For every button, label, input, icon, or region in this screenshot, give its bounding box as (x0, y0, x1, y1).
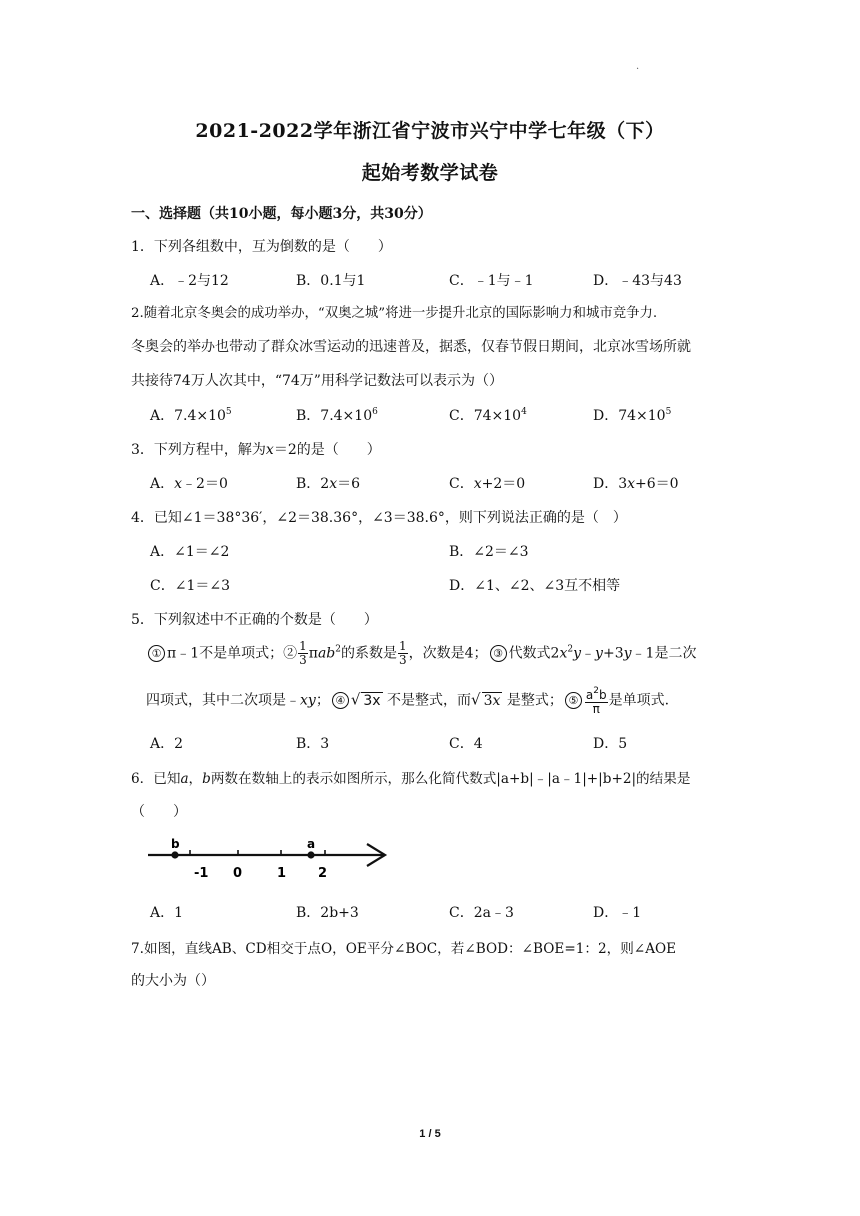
q2-option-c: C．$74\times 10^4$ (449, 407, 527, 424)
q2-option-a: A．$7.4\times 10^5$ (150, 407, 232, 424)
question-5-line1: ① π﹣1不是单项式；② $\frac{1}{3}$ πab$^2$的系数是 $\frac{1}{3}$ ，次数是4； ③ 代数式$2x^2y﹣y+3y﹣1$是二次 (146, 640, 696, 667)
question-6-paren: （ ） (131, 804, 187, 820)
q6-option-b: B．2b+3 (296, 905, 359, 921)
q2-option-d: D．$74\times 10^5$ (593, 407, 672, 424)
q1-option-a: A．﹣2与12 (150, 273, 229, 289)
label-a: a (307, 837, 316, 851)
tick-label--1: -1 (194, 866, 209, 881)
question-5-line2: 四项式，其中二次项是﹣xy； ④ √ 3x 不是整式，而√ 3x 是整式； ⑤ $\frac{a^2b}{\pi}$ 是单项式. (146, 686, 670, 716)
q6-option-d: D．﹣1 (593, 905, 642, 921)
q6-option-a: A．1 (150, 905, 184, 921)
q1-option-d: D．﹣43与43 (593, 273, 682, 289)
q5-option-a: A．2 (150, 736, 184, 752)
question-2-line3: 共接待74万人次其中，“74万”用科学记数法可以表示为（） (131, 373, 503, 389)
point-b (171, 851, 178, 858)
fraction-one-third: $\frac{1}{3}$ (299, 639, 307, 667)
section-heading: 一、选择题（共10小题，每小题3分，共30分） (131, 206, 432, 222)
q3-option-d: D．3x+6＝0 (593, 476, 679, 492)
q6-option-c: C．2a﹣3 (449, 905, 514, 921)
fraction-one-third-2: $\frac{1}{3}$ (399, 639, 407, 667)
q3-option-c: C．x+2＝0 (449, 476, 526, 492)
q4-option-d: D．∠1、∠2、∠3互不相等 (449, 578, 621, 594)
q1-option-c: C．﹣1与﹣1 (449, 273, 534, 289)
page-title: 2021-2022学年浙江省宁波市兴宁中学七年级（下） (195, 120, 665, 142)
question-6-stem: 6．已知a，b两数在数轴上的表示如图所示，那么化简代数式|a+b|﹣|a﹣1|+|b+2|的结果是 (131, 771, 691, 787)
q5-option-d: D．5 (593, 736, 628, 752)
q4-option-a: A．∠1＝∠2 (150, 544, 230, 560)
question-4-stem: 4．已知∠1＝38°36′，∠2＝38.36°，∠3＝38.6°，则下列说法正确的是（ ） (131, 510, 627, 526)
page-number: 1 / 5 (419, 1128, 441, 1140)
q5-option-c: C．4 (449, 736, 483, 752)
tick-label-1: 1 (277, 866, 287, 881)
q2-option-b: B．$7.4\times 10^6$ (296, 407, 378, 424)
question-1-stem: 1．下列各组数中，互为倒数的是（ ） (131, 239, 392, 255)
q1-option-b: B．0.1与1 (296, 273, 366, 289)
question-2-line1: 2.随着北京冬奥会的成功举办，“双奥之城”将进一步提升北京的国际影响力和城市竞争力. (131, 306, 658, 321)
q3-option-b: B．2x＝6 (296, 476, 361, 492)
q3-option-a: A．x﹣2＝0 (150, 476, 228, 492)
question-7-line2: 的大小为（） (131, 973, 215, 989)
page-subtitle: 起始考数学试卷 (361, 162, 499, 184)
question-2-line2: 冬奥会的举办也带动了群众冰雪运动的迅速普及，据悉，仅春节假日期间，北京冰雪场所就 (131, 339, 691, 355)
question-5-stem: 5．下列叙述中不正确的个数是（ ） (131, 612, 378, 628)
question-3-stem: 3．下列方程中，解为x＝2的是（ ） (131, 442, 381, 458)
point-a (307, 851, 314, 858)
q4-option-b: B．∠2＝∠3 (449, 544, 529, 560)
q4-option-c: C．∠1＝∠3 (150, 578, 230, 594)
tick-label-2: 2 (318, 866, 328, 881)
q5-option-b: B．3 (296, 736, 330, 752)
fraction-a2b-over-pi: $\frac{a^2b}{\pi}$ (585, 686, 607, 716)
number-line-figure (145, 835, 395, 885)
corner-dot: · (636, 64, 640, 75)
tick-label-0: 0 (233, 866, 243, 881)
label-b: b (171, 837, 180, 851)
question-7-line1: 7.如图，直线AB、CD相交于点O，OE平分∠BOC，若∠BOD：∠BOE=1：2，则∠AOE (131, 941, 677, 957)
